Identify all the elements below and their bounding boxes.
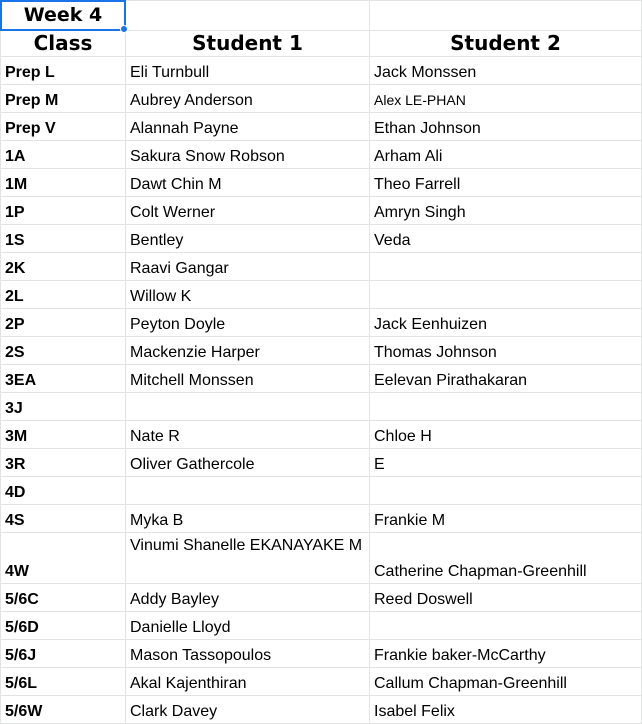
student2-cell[interactable]: E (370, 449, 642, 477)
student2-cell[interactable] (370, 281, 642, 309)
class-cell[interactable]: 1S (1, 225, 126, 253)
table-row (1, 253, 642, 281)
table-row (1, 393, 642, 421)
student1-cell[interactable]: Raavi Gangar (126, 253, 370, 281)
student2-cell[interactable] (370, 477, 642, 505)
class-cell[interactable]: 3J (1, 393, 126, 421)
student1-cell[interactable]: Dawt Chin M (126, 169, 370, 197)
class-cell[interactable]: 5/6L (1, 668, 126, 696)
student1-cell[interactable]: Danielle Lloyd (126, 612, 370, 640)
table-row (1, 85, 642, 113)
class-cell[interactable]: 3M (1, 421, 126, 449)
table-row (1, 477, 642, 505)
student2-cell[interactable]: Theo Farrell (370, 169, 642, 197)
class-cell[interactable]: 3R (1, 449, 126, 477)
class-cell[interactable]: Prep V (1, 113, 126, 141)
class-cell[interactable]: 5/6W (1, 696, 126, 724)
student2-cell[interactable]: Frankie baker-McCarthy (370, 640, 642, 668)
student2-cell[interactable]: Thomas Johnson (370, 337, 642, 365)
student1-cell[interactable]: Alannah Payne (126, 113, 370, 141)
table-row (1, 225, 642, 253)
student2-cell[interactable]: Reed Doswell (370, 584, 642, 612)
student2-cell[interactable]: Eelevan Pirathakaran (370, 365, 642, 393)
student1-cell[interactable] (126, 393, 370, 421)
student1-cell[interactable]: Myka B (126, 505, 370, 533)
student2-cell[interactable]: Callum Chapman-Greenhill (370, 668, 642, 696)
empty-cell[interactable] (126, 1, 370, 31)
class-cell[interactable]: 3EA (1, 365, 126, 393)
student1-cell[interactable] (126, 477, 370, 505)
class-cell[interactable]: 4W (1, 533, 126, 584)
table-row (1, 449, 642, 477)
table-row (1, 696, 642, 724)
student1-cell[interactable]: Sakura Snow Robson (126, 141, 370, 169)
class-cell[interactable]: Prep L (1, 57, 126, 85)
student1-cell[interactable]: Peyton Doyle (126, 309, 370, 337)
student1-cell[interactable]: Aubrey Anderson (126, 85, 370, 113)
title-cell[interactable] (1, 1, 126, 31)
student2-cell[interactable]: Jack Monssen (370, 57, 642, 85)
student2-cell[interactable]: Amryn Singh (370, 197, 642, 225)
table-row (1, 505, 642, 533)
title-row (1, 1, 642, 31)
table-row (1, 57, 642, 85)
table-row (1, 584, 642, 612)
student2-cell[interactable]: Chloe H (370, 421, 642, 449)
student1-cell[interactable]: Willow K (126, 281, 370, 309)
header-row (1, 31, 642, 57)
class-cell[interactable]: 5/6D (1, 612, 126, 640)
student1-cell[interactable]: Addy Bayley (126, 584, 370, 612)
class-cell[interactable]: 1A (1, 141, 126, 169)
class-cell[interactable]: 2P (1, 309, 126, 337)
table-row (1, 169, 642, 197)
table-row (1, 640, 642, 668)
empty-cell[interactable] (370, 1, 642, 31)
student2-cell[interactable]: Alex LE-PHAN (370, 85, 642, 113)
table-row (1, 421, 642, 449)
table-row (1, 337, 642, 365)
student1-cell[interactable]: Clark Davey (126, 696, 370, 724)
student1-cell[interactable]: Bentley (126, 225, 370, 253)
student2-cell[interactable]: Frankie M (370, 505, 642, 533)
header-student1[interactable]: Student 1 (126, 31, 370, 57)
student2-cell[interactable] (370, 612, 642, 640)
sheet-title: Week 4 (23, 4, 103, 26)
class-cell[interactable]: 1P (1, 197, 126, 225)
student1-cell[interactable]: Mackenzie Harper (126, 337, 370, 365)
table-row (1, 533, 642, 584)
student2-cell[interactable]: Isabel Felix (370, 696, 642, 724)
table-row (1, 309, 642, 337)
student1-cell[interactable]: Oliver Gathercole (126, 449, 370, 477)
student1-cell[interactable]: Mitchell Monssen (126, 365, 370, 393)
student2-cell[interactable]: Catherine Chapman-Greenhill (370, 533, 642, 584)
student2-cell[interactable]: Arham Ali (370, 141, 642, 169)
student1-cell[interactable]: Eli Turnbull (126, 57, 370, 85)
class-cell[interactable]: 1M (1, 169, 126, 197)
student2-cell[interactable] (370, 253, 642, 281)
student1-cell[interactable]: Colt Werner (126, 197, 370, 225)
class-cell[interactable]: 2S (1, 337, 126, 365)
student2-cell[interactable]: Veda (370, 225, 642, 253)
class-cell[interactable]: 4D (1, 477, 126, 505)
table-row (1, 612, 642, 640)
class-cell[interactable]: Prep M (1, 85, 126, 113)
table-row (1, 281, 642, 309)
table-row (1, 197, 642, 225)
student2-cell[interactable]: Jack Eenhuizen (370, 309, 642, 337)
class-cell[interactable]: 4S (1, 505, 126, 533)
student1-cell[interactable]: Mason Tassopoulos (126, 640, 370, 668)
header-student2[interactable]: Student 2 (370, 31, 642, 57)
class-cell[interactable]: 2K (1, 253, 126, 281)
class-cell[interactable]: 5/6J (1, 640, 126, 668)
student2-cell[interactable]: Ethan Johnson (370, 113, 642, 141)
header-class[interactable]: Class (1, 31, 126, 57)
table-row (1, 365, 642, 393)
table-row (1, 668, 642, 696)
table-row (1, 141, 642, 169)
table-row (1, 113, 642, 141)
student1-cell[interactable]: Vinumi Shanelle EKANAYAKE M (126, 533, 370, 584)
class-cell[interactable]: 2L (1, 281, 126, 309)
student2-cell[interactable] (370, 393, 642, 421)
student1-cell[interactable]: Nate R (126, 421, 370, 449)
class-cell[interactable]: 5/6C (1, 584, 126, 612)
student1-cell[interactable]: Akal Kajenthiran (126, 668, 370, 696)
